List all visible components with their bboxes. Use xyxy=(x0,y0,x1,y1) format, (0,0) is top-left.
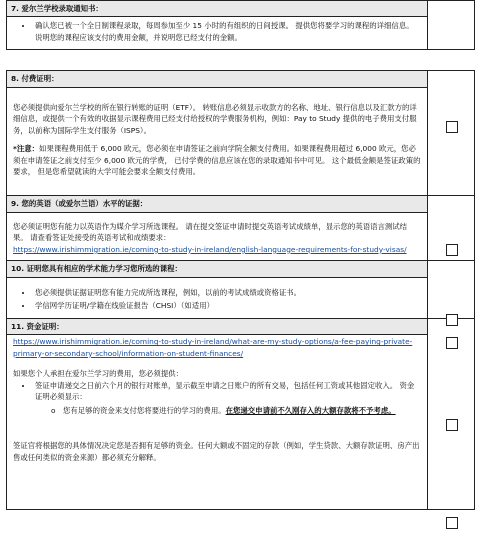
section-11-checkbox-1[interactable] xyxy=(446,419,458,431)
section-8-paragraph: 您必须提供向爱尔兰学校的所在银行转账的证明（ETF）。 转账信息必须显示收款方的名称、地址、银行信息以及汇款方的详细信息，或提供一个有效的收据显示课程费用已经支付给授权的学费服务机构，例如：Pay to Study 提供的电子费用支付服务，以前称为国际学生支付服务（ISPS）。 xyxy=(13,102,417,135)
section-11-closing: 签证官将根据您的具体情况决定您是否拥有足够的资金。任何大额或不固定的存款（例如，学生贷款、大额存款证明、房产出售或任何类似的资金来源）都必须充分解释。 xyxy=(13,441,420,462)
document-checklist-table xyxy=(6,0,475,510)
section-7-content xyxy=(7,1,428,50)
section-9-content xyxy=(7,196,428,261)
section-8-title: 8. 付费证明： xyxy=(7,71,427,87)
section-11-checkbox-2[interactable] xyxy=(446,517,458,529)
section-10-bullet-1: • 您必须提供证据证明您有能力完成所选课程，例如，以前的考试成绩或资格证书。 xyxy=(33,287,421,298)
section-11-intro: 如果您个人承担在爱尔兰学习的费用，您必须提供： xyxy=(13,369,183,379)
section-11-content xyxy=(7,318,428,509)
section-10-row xyxy=(7,261,475,318)
section-9-paragraph: 您必须证明您有能力以英语作为媒介学习所选课程。 请在提交签证申请时提交英语考试成绩单，显示您的英语语言测试结果。 请查看签证处接受的英语考试和成绩要求： xyxy=(13,221,408,243)
section-7-title: 7. 爱尔兰学校录取通知书： xyxy=(7,1,427,17)
section-10-checkbox-1[interactable] xyxy=(446,314,458,326)
note-label: *注意： xyxy=(13,144,40,154)
section-11-row xyxy=(7,318,475,509)
section-9-checkbox[interactable] xyxy=(446,244,458,256)
section-8-content xyxy=(7,71,428,196)
section-7-bullet: • 确认您已被一个全日制课程录取，每周参加至少 15 小时的有组织的日间授课。 提供您将要学习的课程的详细信息。 说明您的课程应该支付的费用金额，并说明您已经支付的金额。 xyxy=(33,20,421,43)
sufficient-funds-text: 您有足够的资金来支付您将要进行的学习的费用。 xyxy=(63,405,226,415)
section-7-checkbox-cell xyxy=(428,1,475,50)
section-7-row xyxy=(7,1,475,50)
section-8-note xyxy=(13,143,421,177)
section-10-checkbox-2[interactable] xyxy=(446,337,458,349)
section-9-title: 9. 您的英语（或爱尔兰语）水平的证据： xyxy=(7,196,427,212)
section-8-checkbox-cell xyxy=(428,71,475,196)
section-10-bullet-2: • 学信网学历证明/学籍在线验证报告（CHSI）（如适用） xyxy=(33,300,421,311)
section-9-row xyxy=(7,196,475,261)
english-requirements-link[interactable]: https://www.irishimmigration.ie/coming-to-study-in-ireland/english-language-requirements-for-study-visas/ xyxy=(13,244,407,254)
spacer xyxy=(7,50,475,71)
section-11-bullet xyxy=(33,380,421,416)
large-deposit-warning: 在您递交申请前不久刚存入的大额存款将不予考虑。 xyxy=(225,405,396,415)
section-11-title: 11. 资金证明： xyxy=(7,319,427,335)
section-10-checkbox-cell xyxy=(428,261,475,318)
section-8-checkbox[interactable] xyxy=(446,121,458,133)
note-text: 如果课程费用低于 6,000 欧元，您必须在申请签证之前向学院全额支付费用。如果课程费用超过 6,000 欧元，您必须在申请签证之前支付至少 6,000 欧元的学费， 已付学费的信息应该在您的录取通知书中可见。 这个最低金额是签证政策的要求， 但是您希望就读的大学可能会要求全额支付费用。 xyxy=(13,144,421,177)
section-10-content xyxy=(7,261,428,318)
section-8-row xyxy=(7,71,475,196)
student-finances-link[interactable]: https://www.irishimmigration.ie/coming-to-study-in-ireland/what-are-my-study-options/a-fee-paying-private-primary-or-secondary-school/information-on-student-finances/ xyxy=(13,337,413,358)
section-11-subitem xyxy=(51,405,421,416)
bank-statement-text: 签证申请递交之日前六个月的银行对账单，显示截至申请之日账户的所有交易，包括任何工资或其他固定收入。 资金证明必须显示： xyxy=(35,380,415,402)
section-10-title: 10. 证明您具有相应的学术能力学习您所选的课程： xyxy=(7,261,427,277)
